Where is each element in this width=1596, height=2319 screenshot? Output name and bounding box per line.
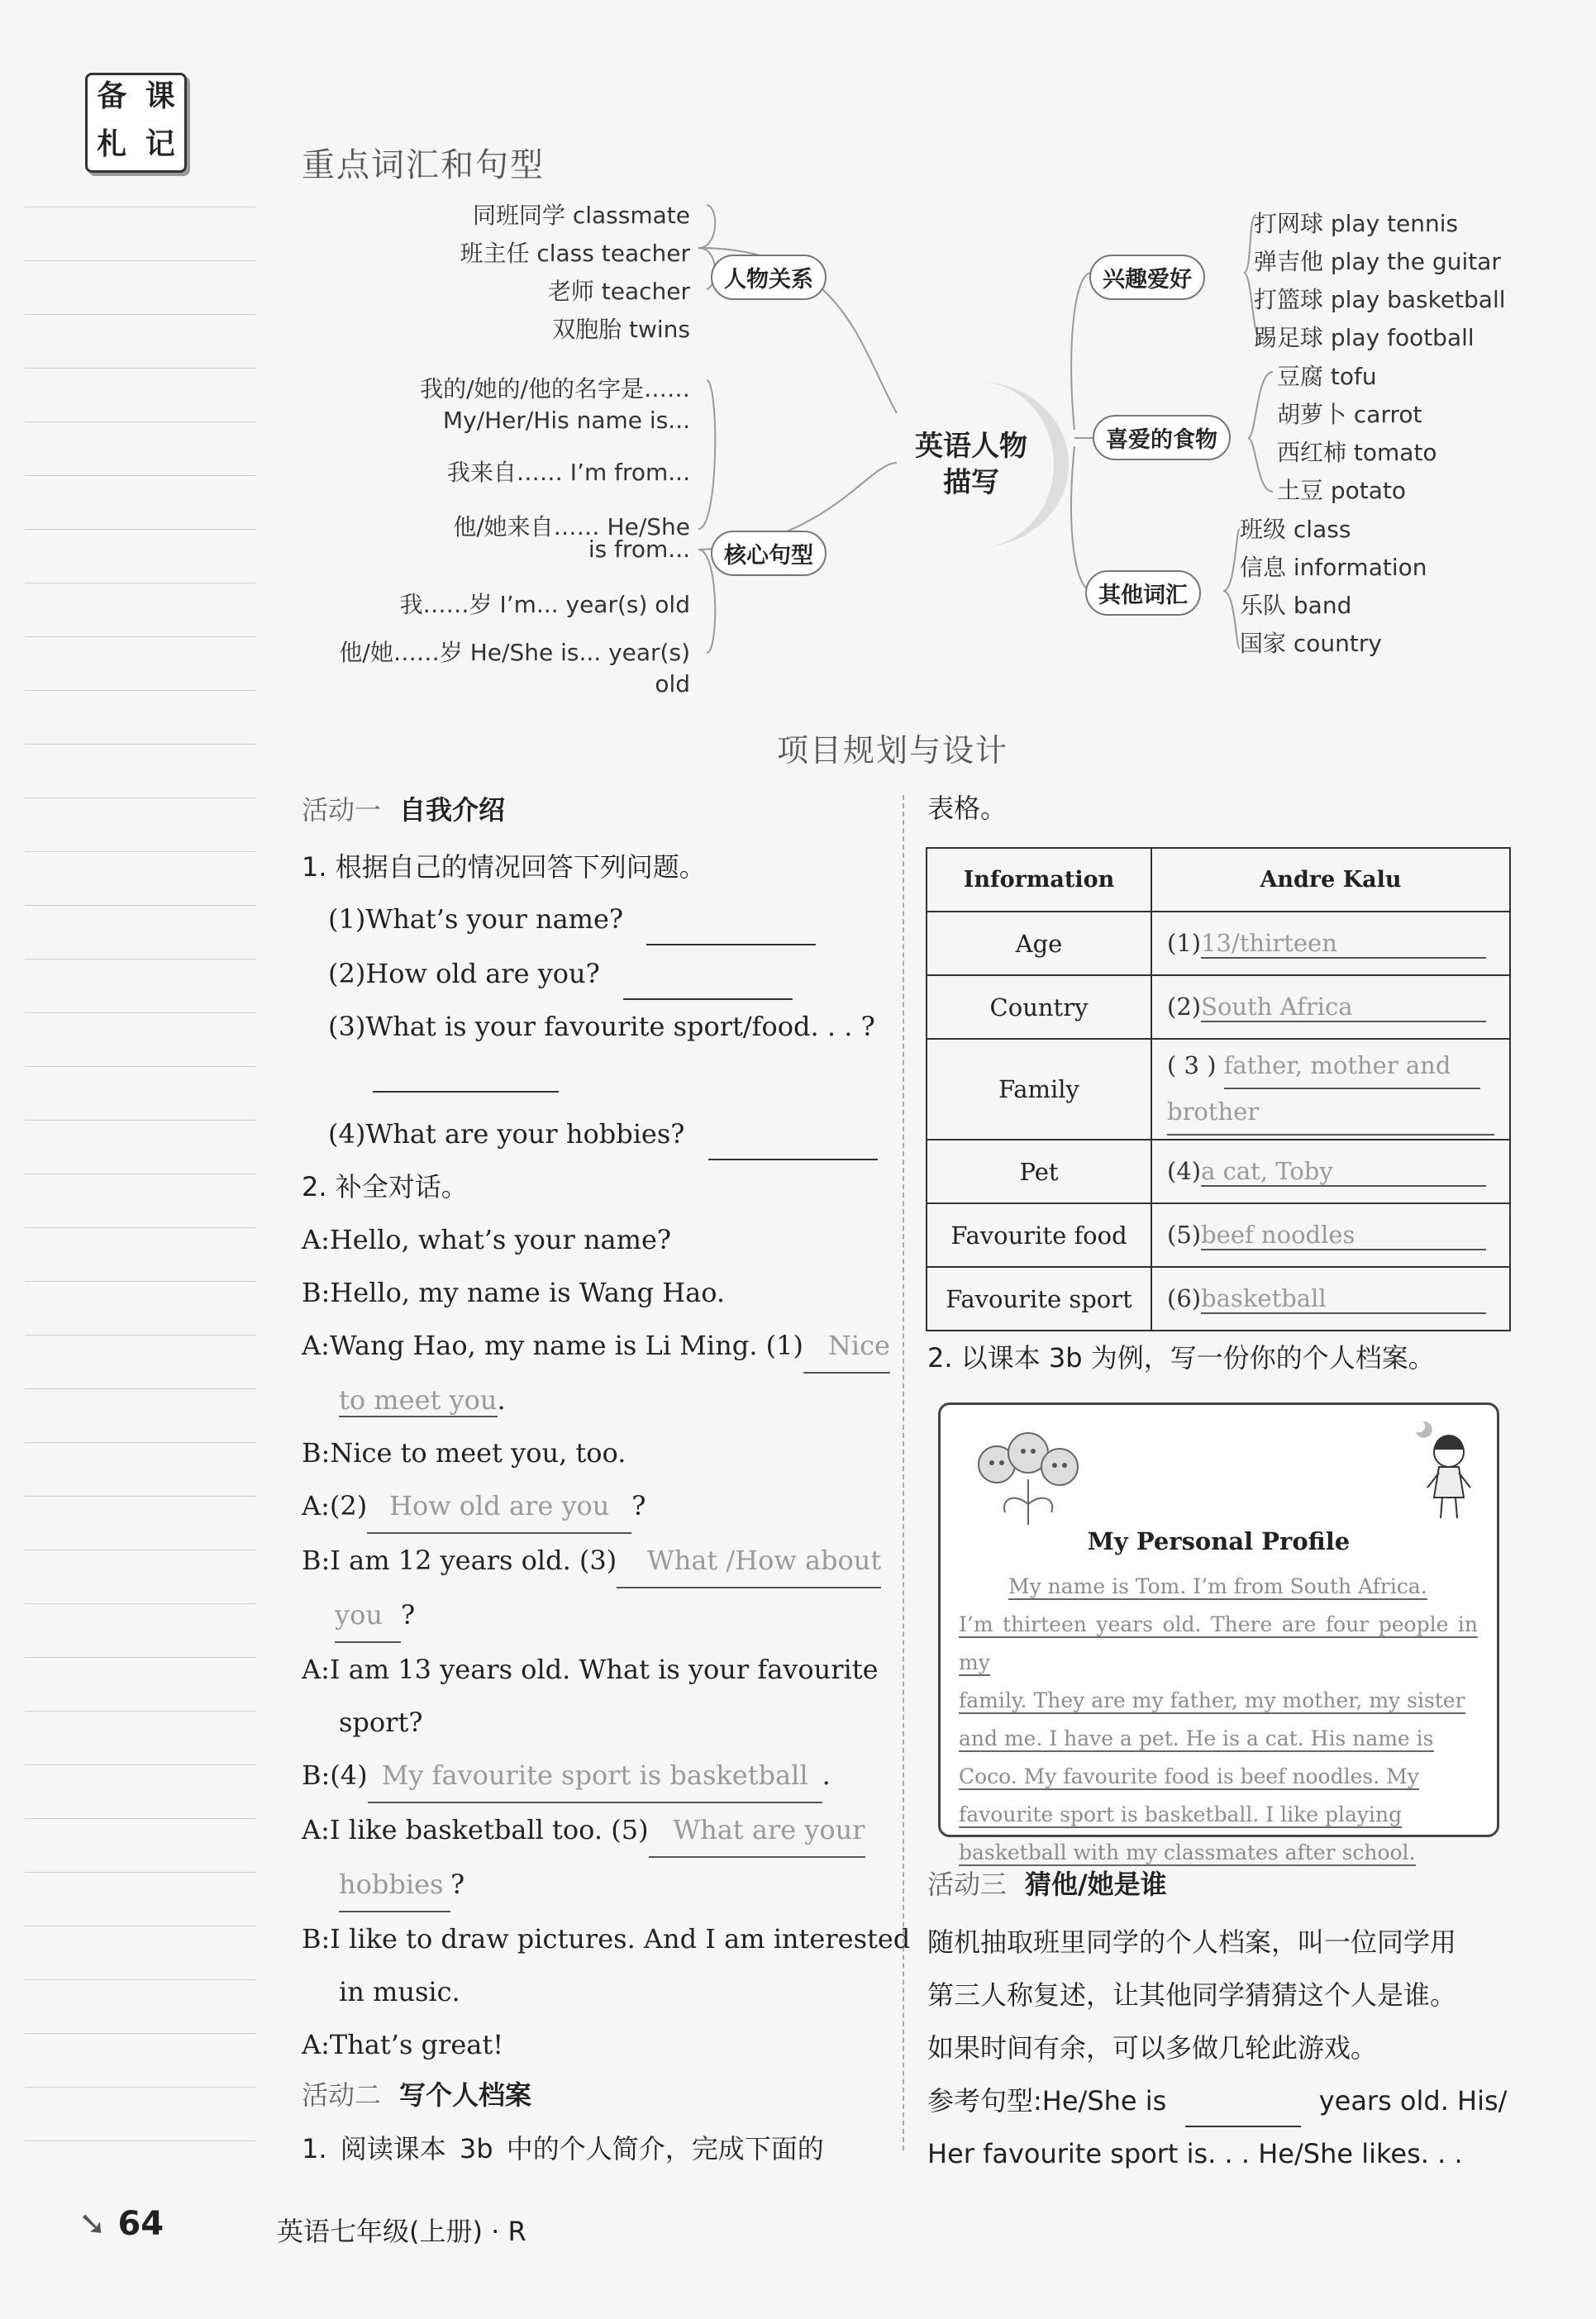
activity-title: 写个人档案 — [399, 2079, 532, 2111]
row-value: (2)South Africa — [1151, 975, 1510, 1039]
dialog-line: B:I am 12 years old. (3) What /How about — [302, 1534, 880, 1588]
branch-hobbies: 兴趣爱好 — [1089, 255, 1205, 300]
row-key: Pet — [927, 1140, 1151, 1203]
sentence-items — [302, 374, 690, 700]
row-value: ( 3 ) father, mother and brother — [1151, 1039, 1510, 1140]
dialog-line: A:Wang Hao, my name is Li Ming. (1) Nice — [302, 1319, 880, 1374]
activity3-body — [927, 1916, 1507, 2180]
filled-answer: to meet you — [339, 1384, 498, 1416]
dialog-line: in music. — [339, 1976, 460, 2007]
filled-answer: South Africa — [1201, 993, 1486, 1022]
activity2-q1-cont: 表格。 — [927, 793, 1008, 824]
activity3-text: 随机抽取班里同学的个人档案，叫一位同学用 — [927, 1926, 1457, 1958]
sentence-item: My/Her/His name is... — [442, 407, 690, 434]
activity3-text: 如果时间有余，可以多做几轮此游戏。 — [927, 2032, 1378, 2064]
branch-relations: 人物关系 — [711, 255, 827, 300]
vocab-item: 胡萝卜 carrot — [1277, 401, 1422, 428]
answer-blank[interactable] — [646, 891, 816, 945]
profile-line: Coco. My favourite food is beef noodles. My — [959, 1764, 1419, 1788]
girl-illustration — [1399, 1415, 1482, 1531]
filled-answer: basketball — [1201, 1284, 1486, 1314]
notes-char: 备 — [97, 79, 127, 113]
answer-blank[interactable] — [1185, 2093, 1301, 2127]
project-title: 项目规划与设计 — [777, 732, 1009, 769]
filled-answer: Nice — [803, 1319, 890, 1374]
sentence-item: 我来自…… I’m from... — [446, 459, 690, 486]
dialog-line: to meet you. — [339, 1384, 506, 1416]
question-1: 1. 根据自己的情况回答下列问题。 — [302, 851, 706, 883]
filled-answer: a cat, Toby — [1201, 1157, 1486, 1187]
profile-line: favourite sport is basketball. I like playing — [959, 1802, 1403, 1826]
info-table — [926, 847, 1511, 1331]
dialog-line: sport? — [339, 1707, 423, 1738]
filled-answer: 13/thirteen — [1201, 929, 1486, 959]
vocab-item: 踢足球 play football — [1254, 324, 1475, 351]
vocab-item: 国家 country — [1240, 630, 1382, 657]
filled-answer: What /How about — [617, 1534, 881, 1588]
activity2-q2: 2. 以课本 3b 为例，写一份你的个人档案。 — [927, 1342, 1435, 1374]
table-row — [927, 1039, 1510, 1140]
vocab-item: 乐队 band — [1240, 592, 1352, 619]
q1-item: (1)What’s your name? — [302, 891, 880, 945]
activity3-heading — [927, 1864, 1167, 1902]
profile-line: family. They are my father, my mother, my sister — [959, 1688, 1465, 1712]
dialog-line: A:I like basketball too. (5) What are your — [302, 1803, 880, 1858]
dialog-line: A:That’s great! — [302, 2029, 504, 2060]
vocab-item: 打篮球 play basketball — [1254, 286, 1506, 313]
vocab-item: 班主任 class teacher — [460, 240, 690, 267]
dialog-line: B:I like to draw pictures. And I am interested — [302, 1923, 911, 1955]
branch-others: 其他词汇 — [1085, 570, 1201, 616]
row-key: Favourite sport — [927, 1267, 1151, 1331]
dialog-line: A:(2) How old are you ? — [302, 1479, 880, 1534]
page-arrow-icon: ➘ — [79, 2205, 107, 2243]
filled-answer: beef noodles — [1201, 1221, 1486, 1250]
activity3-pattern: Her favourite sport is. . . He/She likes. . . — [927, 2138, 1463, 2169]
dialog-line: you ? — [302, 1588, 880, 1643]
filled-answer: My favourite sport is basketball — [368, 1749, 822, 1803]
answer-blank[interactable] — [708, 1106, 878, 1160]
activity1-heading — [302, 789, 505, 827]
question-2: 2. 补全对话。 — [302, 1171, 468, 1202]
relations-items — [302, 197, 690, 349]
notes-char: 课 — [145, 79, 175, 113]
sentence-item: is from... — [588, 536, 690, 563]
hobby-items — [1254, 205, 1506, 357]
activity-label: 活动三 — [927, 1869, 1008, 1900]
sentence-item: 他/她……岁 He/She is... year(s) old — [339, 639, 690, 698]
vocab-item: 土豆 potato — [1277, 477, 1407, 504]
row-value: (6)basketball — [1151, 1267, 1510, 1331]
vocab-item: 豆腐 tofu — [1277, 363, 1377, 390]
profile-line: My name is Tom. I’m from South Africa. — [1008, 1574, 1427, 1598]
footer-page — [79, 2205, 164, 2243]
branch-foods: 喜爱的食物 — [1093, 415, 1231, 460]
other-items — [1240, 511, 1427, 663]
vocab-item: 双胞胎 twins — [552, 316, 690, 343]
table-header-row — [927, 848, 1510, 912]
vocab-section-title: 重点词汇和句型 — [302, 146, 545, 184]
q1-item: (3)What is your favourite sport/food. . . ? — [328, 1011, 875, 1042]
row-value: (1)13/thirteen — [1151, 912, 1510, 975]
q1-blank-row — [302, 1053, 880, 1106]
sentence-item: 他/她来自…… He/She — [453, 513, 690, 540]
profile-body — [959, 1568, 1478, 1872]
activity-label: 活动二 — [302, 2079, 382, 2111]
row-key: Family — [927, 1039, 1151, 1140]
answer-blank[interactable] — [623, 945, 793, 1000]
row-key: Favourite food — [927, 1203, 1151, 1267]
vocab-item: 老师 teacher — [547, 278, 690, 305]
page-number: 64 — [117, 2205, 164, 2243]
row-value: (5)beef noodles — [1151, 1203, 1510, 1267]
table-row — [927, 975, 1510, 1039]
table-header: Andre Kalu — [1151, 848, 1510, 912]
flower-illustration — [964, 1421, 1088, 1529]
table-row — [927, 1203, 1510, 1267]
dialog-line: A:Hello, what’s your name? — [302, 1224, 672, 1255]
answer-blank[interactable] — [373, 1053, 559, 1093]
notes-char: 记 — [145, 126, 175, 161]
vocab-item: 班级 class — [1240, 516, 1351, 543]
q1-item: (2)How old are you? — [302, 945, 880, 1000]
sentence-item: 我……岁 I’m... year(s) old — [399, 591, 690, 618]
profile-title: My Personal Profile — [1087, 1527, 1351, 1555]
dialog-line: A:I am 13 years old. What is your favourite — [302, 1654, 879, 1685]
profile-line: basketball with my classmates after school. — [959, 1840, 1416, 1864]
vocab-item: 弹吉他 play the guitar — [1254, 248, 1501, 275]
filled-answer: you — [335, 1588, 401, 1643]
row-key: Country — [927, 975, 1151, 1039]
table-row — [927, 1267, 1510, 1331]
row-value: (4)a cat, Toby — [1151, 1140, 1510, 1203]
sentence-item: 我的/她的/他的名字是…… — [420, 375, 690, 402]
food-items — [1277, 358, 1437, 510]
filled-answer: brother — [1167, 1089, 1494, 1136]
vocab-item: 西红柿 tomato — [1277, 439, 1437, 466]
filled-answer: father, mother and — [1224, 1043, 1480, 1089]
footer-book: 英语七年级(上册) · R — [277, 2216, 526, 2247]
dialog-line: B:Nice to meet you, too. — [302, 1437, 626, 1469]
activity-title: 猜他/她是谁 — [1025, 1869, 1167, 1900]
table-header: Information — [927, 848, 1151, 912]
dialog-line: hobbies ? — [302, 1858, 880, 1912]
mindmap-center: 英语人物描写 — [889, 382, 1069, 547]
activity3-text: 第三人称复述，让其他同学猜猜这个人是谁。 — [927, 1979, 1457, 2011]
activity3-pattern: 参考句型:He/She is years old. His/ — [927, 2074, 1507, 2127]
activity2-q1: 1. 阅读课本 3b 中的个人简介，完成下面的 — [302, 2133, 824, 2164]
notes-char: 札 — [97, 126, 127, 161]
vocab-item: 打网球 play tennis — [1254, 210, 1459, 237]
row-key: Age — [927, 912, 1151, 975]
activity-label: 活动一 — [302, 794, 382, 826]
profile-line: and me. I have a pet. He is a cat. His name is — [959, 1726, 1434, 1750]
activity1-body — [302, 843, 911, 2071]
activity-title: 自我介绍 — [399, 794, 506, 826]
dialog-line: B:(4) My favourite sport is basketball . — [302, 1749, 880, 1803]
profile-line: I’m thirteen years old. There are four people in my — [959, 1612, 1478, 1674]
dialog-line: B:Hello, my name is Wang Hao. — [302, 1277, 726, 1308]
vocab-item: 信息 information — [1240, 554, 1427, 581]
filled-answer: hobbies — [339, 1858, 450, 1912]
activity2-heading — [302, 2074, 531, 2112]
profile-card — [938, 1402, 1499, 1864]
vocab-item: 同班同学 classmate — [472, 202, 690, 229]
filled-answer: What are your — [649, 1803, 865, 1858]
branch-sentences: 核心句型 — [711, 531, 827, 576]
q1-item: (4)What are your hobbies? — [302, 1106, 880, 1160]
table-row — [927, 1140, 1510, 1203]
table-row — [927, 912, 1510, 975]
filled-answer: How old are you — [367, 1479, 631, 1534]
